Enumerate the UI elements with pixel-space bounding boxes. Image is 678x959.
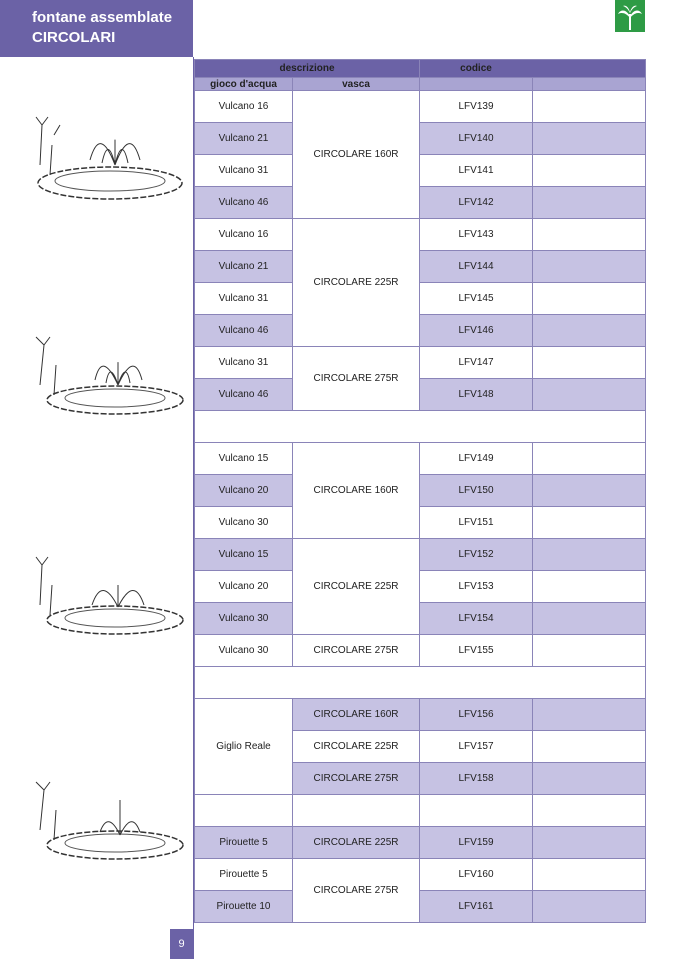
- codice-cell: LFV156: [420, 699, 533, 731]
- table-row: [195, 571, 646, 603]
- fountain-illustration: [30, 105, 185, 215]
- header-codice: codice: [420, 60, 646, 78]
- table-row: [195, 443, 646, 475]
- codice-cell: LFV146: [420, 315, 533, 347]
- header-vasca: vasca: [293, 78, 420, 91]
- table-row: [195, 539, 646, 571]
- gioco-cell: Vulcano 31: [195, 155, 293, 187]
- gioco-cell: Vulcano 21: [195, 123, 293, 155]
- vasca-cell: CIRCOLARE 225R: [293, 731, 420, 763]
- table-row: [195, 155, 646, 187]
- codice-cell: LFV159: [420, 827, 533, 859]
- table-row: [195, 251, 646, 283]
- codice-cell: LFV147: [420, 347, 533, 379]
- codice-cell: LFV151: [420, 507, 533, 539]
- table-row: [195, 187, 646, 219]
- brand-logo: [615, 0, 645, 32]
- table-row: [195, 507, 646, 539]
- table-row: [195, 891, 646, 923]
- codice-cell: LFV154: [420, 603, 533, 635]
- codice-cell: LFV150: [420, 475, 533, 507]
- spacer-row: [195, 667, 646, 699]
- table-row: [195, 827, 646, 859]
- vasca-cell: CIRCOLARE 275R: [293, 347, 420, 411]
- vasca-cell: CIRCOLARE 160R: [293, 699, 420, 731]
- codice-cell: LFV140: [420, 123, 533, 155]
- table-row: [195, 635, 646, 667]
- vasca-cell: CIRCOLARE 275R: [293, 763, 420, 795]
- gioco-cell: Vulcano 15: [195, 539, 293, 571]
- vasca-cell: CIRCOLARE 225R: [293, 219, 420, 347]
- gioco-cell: Vulcano 30: [195, 507, 293, 539]
- vasca-cell: CIRCOLARE 160R: [293, 91, 420, 219]
- header-box: [0, 0, 193, 57]
- gioco-cell: Vulcano 31: [195, 283, 293, 315]
- vasca-cell: CIRCOLARE 225R: [293, 539, 420, 635]
- gioco-cell: Vulcano 30: [195, 635, 293, 667]
- codice-cell: LFV155: [420, 635, 533, 667]
- spacer-row: [195, 795, 646, 827]
- fountain-illustration: [30, 325, 185, 435]
- codice-cell: LFV157: [420, 731, 533, 763]
- gioco-cell: Vulcano 15: [195, 443, 293, 475]
- codice-cell: LFV144: [420, 251, 533, 283]
- gioco-cell: Vulcano 46: [195, 379, 293, 411]
- page-number: 9: [170, 929, 193, 959]
- codice-cell: LFV142: [420, 187, 533, 219]
- gioco-cell: Vulcano 31: [195, 347, 293, 379]
- table-row: [195, 603, 646, 635]
- codice-cell: LFV145: [420, 283, 533, 315]
- vasca-cell: CIRCOLARE 160R: [293, 443, 420, 539]
- table-row: [195, 315, 646, 347]
- table-row: [195, 91, 646, 123]
- codice-cell: LFV161: [420, 891, 533, 923]
- gioco-cell: Vulcano 16: [195, 219, 293, 251]
- header-subtitle: CIRCOLARI: [32, 29, 116, 46]
- fountain-illustration: [30, 770, 185, 880]
- codice-cell: LFV152: [420, 539, 533, 571]
- leaf-icon: [615, 0, 645, 32]
- gioco-cell: Vulcano 20: [195, 571, 293, 603]
- codice-cell: LFV153: [420, 571, 533, 603]
- codice-cell: LFV149: [420, 443, 533, 475]
- header-descrizione: descrizione: [195, 60, 420, 78]
- vasca-cell: CIRCOLARE 275R: [293, 859, 420, 923]
- fountain-illustration: [30, 545, 185, 655]
- gioco-cell: Vulcano 30: [195, 603, 293, 635]
- gioco-cell: Vulcano 20: [195, 475, 293, 507]
- table-row: [195, 123, 646, 155]
- gioco-cell: Vulcano 46: [195, 187, 293, 219]
- gioco-cell: Pirouette 5: [195, 827, 293, 859]
- table-row: [195, 699, 646, 731]
- table-row: [195, 283, 646, 315]
- gioco-cell: Vulcano 21: [195, 251, 293, 283]
- header-gioco: gioco d'acqua: [195, 78, 293, 91]
- gioco-cell: Pirouette 10: [195, 891, 293, 923]
- table-row: [195, 379, 646, 411]
- spacer-row: [195, 411, 646, 443]
- codice-cell: LFV141: [420, 155, 533, 187]
- table-row: [195, 475, 646, 507]
- codice-cell: LFV143: [420, 219, 533, 251]
- gioco-cell: Pirouette 5: [195, 859, 293, 891]
- table-row: [195, 859, 646, 891]
- codice-cell: LFV139: [420, 91, 533, 123]
- product-code-table: [194, 59, 646, 923]
- vasca-cell: CIRCOLARE 225R: [293, 827, 420, 859]
- codice-cell: LFV158: [420, 763, 533, 795]
- gioco-cell: Giglio Reale: [195, 699, 293, 795]
- codice-cell: LFV160: [420, 859, 533, 891]
- gioco-cell: Vulcano 16: [195, 91, 293, 123]
- gioco-cell: Vulcano 46: [195, 315, 293, 347]
- codice-cell: LFV148: [420, 379, 533, 411]
- header-title: fontane assemblate: [32, 9, 173, 26]
- table-row: [195, 347, 646, 379]
- vasca-cell: CIRCOLARE 275R: [293, 635, 420, 667]
- table-row: [195, 219, 646, 251]
